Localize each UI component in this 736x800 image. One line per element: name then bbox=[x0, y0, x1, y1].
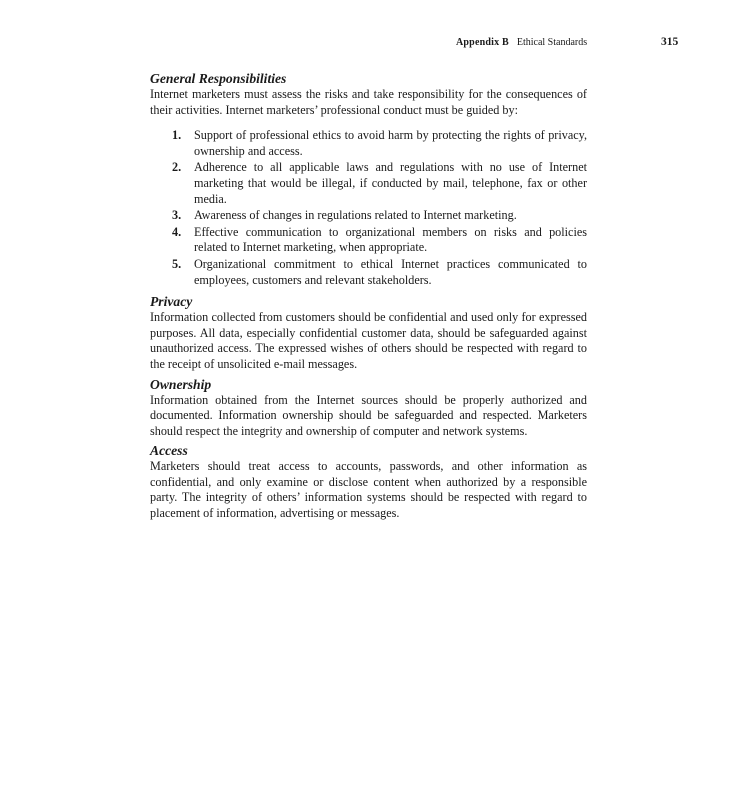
appendix-label: Appendix B bbox=[456, 37, 509, 48]
list-number: 4. bbox=[172, 224, 182, 239]
heading-ownership: Ownership bbox=[150, 376, 212, 392]
list-text: Support of professional ethics to avoid harm by protecting the rights of privacy, ownership and access. bbox=[194, 128, 587, 158]
list-number: 1. bbox=[172, 128, 182, 143]
list-number: 2. bbox=[172, 160, 182, 175]
page-number: 315 bbox=[661, 36, 679, 48]
ownership-body: Information obtained from the Internet sources should be properly authorized and documented. Information ownership should be safeguarded and respected. Marketers should respect the integrity and ownership of computer and network systems. bbox=[150, 392, 587, 438]
responsibilities-list bbox=[150, 118, 587, 293]
list-item bbox=[150, 225, 587, 256]
page-content bbox=[150, 70, 587, 522]
list-item bbox=[150, 128, 587, 159]
list-text: Effective communication to organizational members on risks and policies related to Internet marketing, when appropriate. bbox=[194, 224, 587, 255]
list-number: 5. bbox=[172, 256, 182, 271]
running-head bbox=[456, 37, 587, 49]
privacy-body: Information collected from customers should be confidential and used only for expressed purposes. All data, especially confidential customer data, should be safeguarded against unauthorized access. The expressed wishes of others should be respected with regard to the receipt of unsolicited e-mail messages. bbox=[150, 310, 587, 371]
heading-access: Access bbox=[150, 443, 188, 459]
access-body: Marketers should treat access to accounts, passwords, and other information as confidential, and only examine or disclose content when authorized by a responsible party. The integrity of others’ information systems should be respected with regard to placement of information, advertising or messages. bbox=[150, 459, 587, 521]
list-item bbox=[150, 257, 587, 288]
list-number: 3. bbox=[172, 208, 182, 223]
list-text: Organizational commitment to ethical Internet practices communicated to employees, customers and relevant stakeholders. bbox=[194, 256, 587, 287]
heading-privacy: Privacy bbox=[150, 294, 193, 310]
heading-general-responsibilities: General Responsibilities bbox=[150, 71, 287, 86]
list-text: Awareness of changes in regulations related to Internet marketing. bbox=[194, 208, 517, 223]
running-head-title: Ethical Standards bbox=[516, 37, 588, 48]
list-item bbox=[150, 160, 587, 207]
list-text: Adherence to all applicable laws and regulations with no use of Internet marketing that would be illegal, if conducted by mail, telephone, fax or other media. bbox=[194, 160, 587, 206]
general-intro: Internet marketers must assess the risks and take responsibility for the consequences of their activities. Internet marketers’ professional conduct must be guided by: bbox=[150, 87, 587, 117]
list-item bbox=[150, 208, 587, 224]
